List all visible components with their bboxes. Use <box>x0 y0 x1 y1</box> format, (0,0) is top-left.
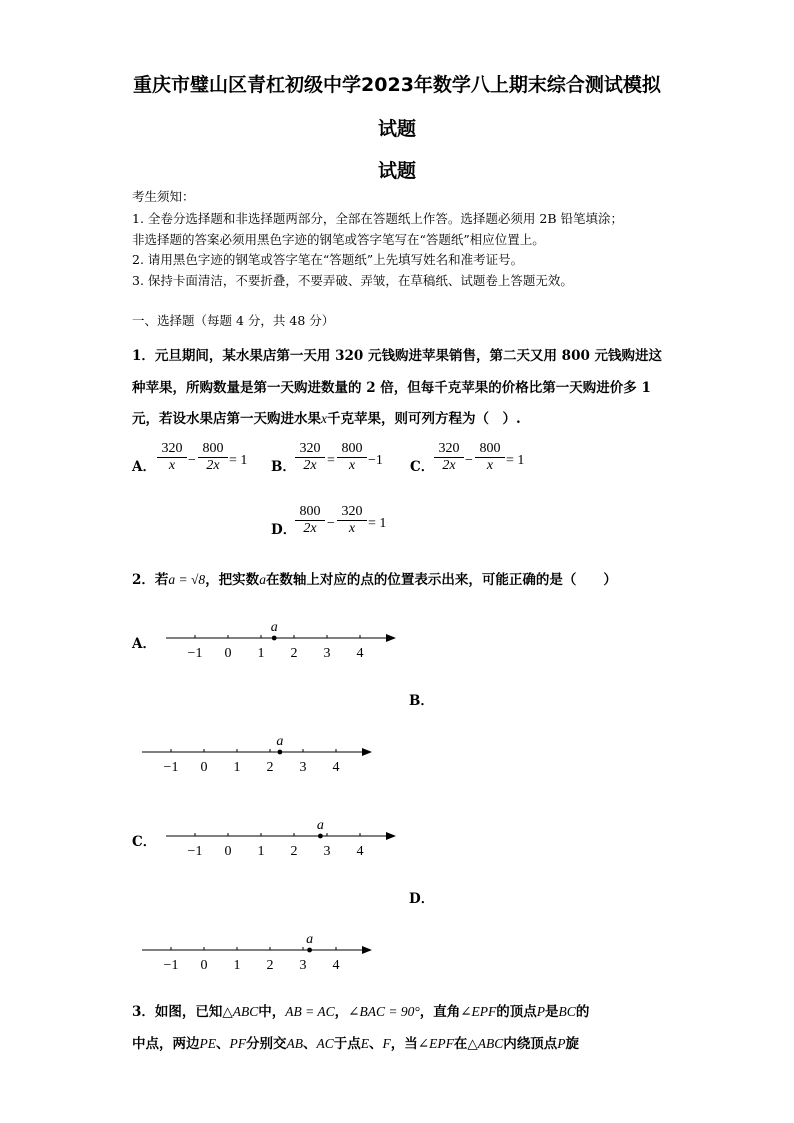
point-a-label: a <box>270 620 278 635</box>
point-a-marker <box>272 636 277 641</box>
tick-label: 0 <box>224 844 232 859</box>
q2-option-c-number-line <box>160 812 410 862</box>
q3-stem-line1: 3．如图，已知△ABC中，AB = AC，∠BAC = 90°，直角∠EPF的顶点P是BC的 <box>132 1004 590 1020</box>
q2-option-a-number-line <box>160 614 410 664</box>
tick-label: 1 <box>233 760 241 775</box>
q1-option-b-frac2: 800 x <box>337 441 367 474</box>
q1-option-d-label: D． <box>271 522 297 538</box>
notice-item: 3. 保持卡面清洁，不要折叠，不要弄破、弄皱，在草稿纸、试题卷上答题无效。 <box>132 273 573 288</box>
tick-label: 3 <box>299 958 307 973</box>
q1-option-a-label: A． <box>132 459 156 475</box>
q1-option-c-frac2: 800 x <box>475 441 505 474</box>
exam-title-line2: 试题 <box>377 118 416 140</box>
tick-label: 4 <box>332 760 340 775</box>
tick-label: −1 <box>187 844 203 859</box>
q1-option-a-frac1: 320 x <box>157 441 187 474</box>
point-a-marker <box>278 750 283 755</box>
q2-option-b-label: B． <box>409 693 434 709</box>
notice-item: 1. 全卷分选择题和非选择题两部分，全部在答题纸上作答。选择题必须用 2B 铅笔填涂； <box>132 211 623 226</box>
tick-label: 3 <box>299 760 307 775</box>
tick-label: 3 <box>323 646 331 661</box>
q1-option-b-frac1: 320 2x <box>295 441 325 474</box>
q1-option-a-rhs: = 1 <box>229 453 248 468</box>
tick-label: 0 <box>200 958 208 973</box>
tick-label: 4 <box>356 844 364 859</box>
tick-label: 2 <box>266 958 274 973</box>
tick-label: 1 <box>233 958 241 973</box>
q1-option-c-op: − <box>465 453 473 468</box>
tick-label: 2 <box>290 646 298 661</box>
tick-label: 4 <box>356 646 364 661</box>
notice-item: 非选择题的答案必须用黑色字迹的钢笔或答字笔写在“答题纸”相应位置上。 <box>132 232 545 247</box>
q1-option-b-label: B． <box>271 459 296 475</box>
tick-label: 0 <box>224 646 232 661</box>
q2-option-c-label: C． <box>132 834 157 850</box>
q1-option-a-frac2: 800 2x <box>198 441 228 474</box>
exam-subtitle: 试题 <box>377 160 416 182</box>
point-a-label: a <box>276 734 284 749</box>
q1-option-d-frac1: 800 2x <box>295 504 325 537</box>
q1-stem-line2: 种苹果，所购数量是第一天购进数量的 2 倍，但每千克苹果的价格比第一天购进价多 1 <box>132 380 651 396</box>
axis-arrow <box>386 832 396 840</box>
tick-label: −1 <box>163 958 179 973</box>
q1-option-c-label: C． <box>410 459 435 475</box>
q1-option-d-op: − <box>327 516 335 531</box>
q1-stem-line3: 元，若设水果店第一天购进水果x千克苹果，则可列方程为（ ）. <box>132 411 521 427</box>
axis-arrow <box>362 748 372 756</box>
point-a-marker <box>307 948 312 953</box>
q3-stem-line2: 中点，两边PE、PF分别交AB、AC于点E、F，当∠EPF在△ABC内绕顶点P旋 <box>132 1036 579 1052</box>
tick-label: 3 <box>323 844 331 859</box>
tick-label: 0 <box>200 760 208 775</box>
tick-label: −1 <box>163 760 179 775</box>
q1-option-a-op: − <box>188 453 196 468</box>
tick-label: 1 <box>257 646 265 661</box>
exam-title: 重庆市璧山区青杠初级中学2023年数学八上期末综合测试模拟 <box>133 74 661 96</box>
q1-option-d-rhs: = 1 <box>368 516 387 531</box>
q1-option-c-frac1: 320 2x <box>434 441 464 474</box>
point-a-marker <box>318 834 323 839</box>
tick-label: 2 <box>266 760 274 775</box>
q1-option-b-op: = <box>327 453 335 468</box>
q2-option-b-number-line <box>136 728 386 778</box>
notice-item: 2. 请用黑色字迹的钢笔或答字笔在“答题纸”上先填写姓名和准考证号。 <box>132 252 524 267</box>
tick-label: 1 <box>257 844 265 859</box>
q2-stem: 2．若a = √8，把实数a在数轴上对应的点的位置表示出来，可能正确的是（ ） <box>132 572 617 588</box>
q1-option-b-rhs: −1 <box>368 453 383 468</box>
q2-option-d-number-line <box>136 926 386 976</box>
point-a-label: a <box>316 818 324 833</box>
point-a-label: a <box>306 932 314 947</box>
q2-option-a-label: A． <box>132 636 156 652</box>
tick-label: 2 <box>290 844 298 859</box>
q2-option-d-label: D． <box>409 891 435 907</box>
axis-arrow <box>386 634 396 642</box>
axis-arrow <box>362 946 372 954</box>
notice-heading: 考生须知： <box>132 189 195 204</box>
tick-label: −1 <box>187 646 203 661</box>
q1-option-d-frac2: 320 x <box>337 504 367 537</box>
q1-option-c-rhs: = 1 <box>506 453 525 468</box>
tick-label: 4 <box>332 958 340 973</box>
q1-stem-line1: 1．元旦期间，某水果店第一天用 320 元钱购进苹果销售，第二天又用 800 元钱购进这 <box>132 348 663 364</box>
section-heading: 一、选择题（每题 4 分，共 48 分） <box>132 313 335 328</box>
